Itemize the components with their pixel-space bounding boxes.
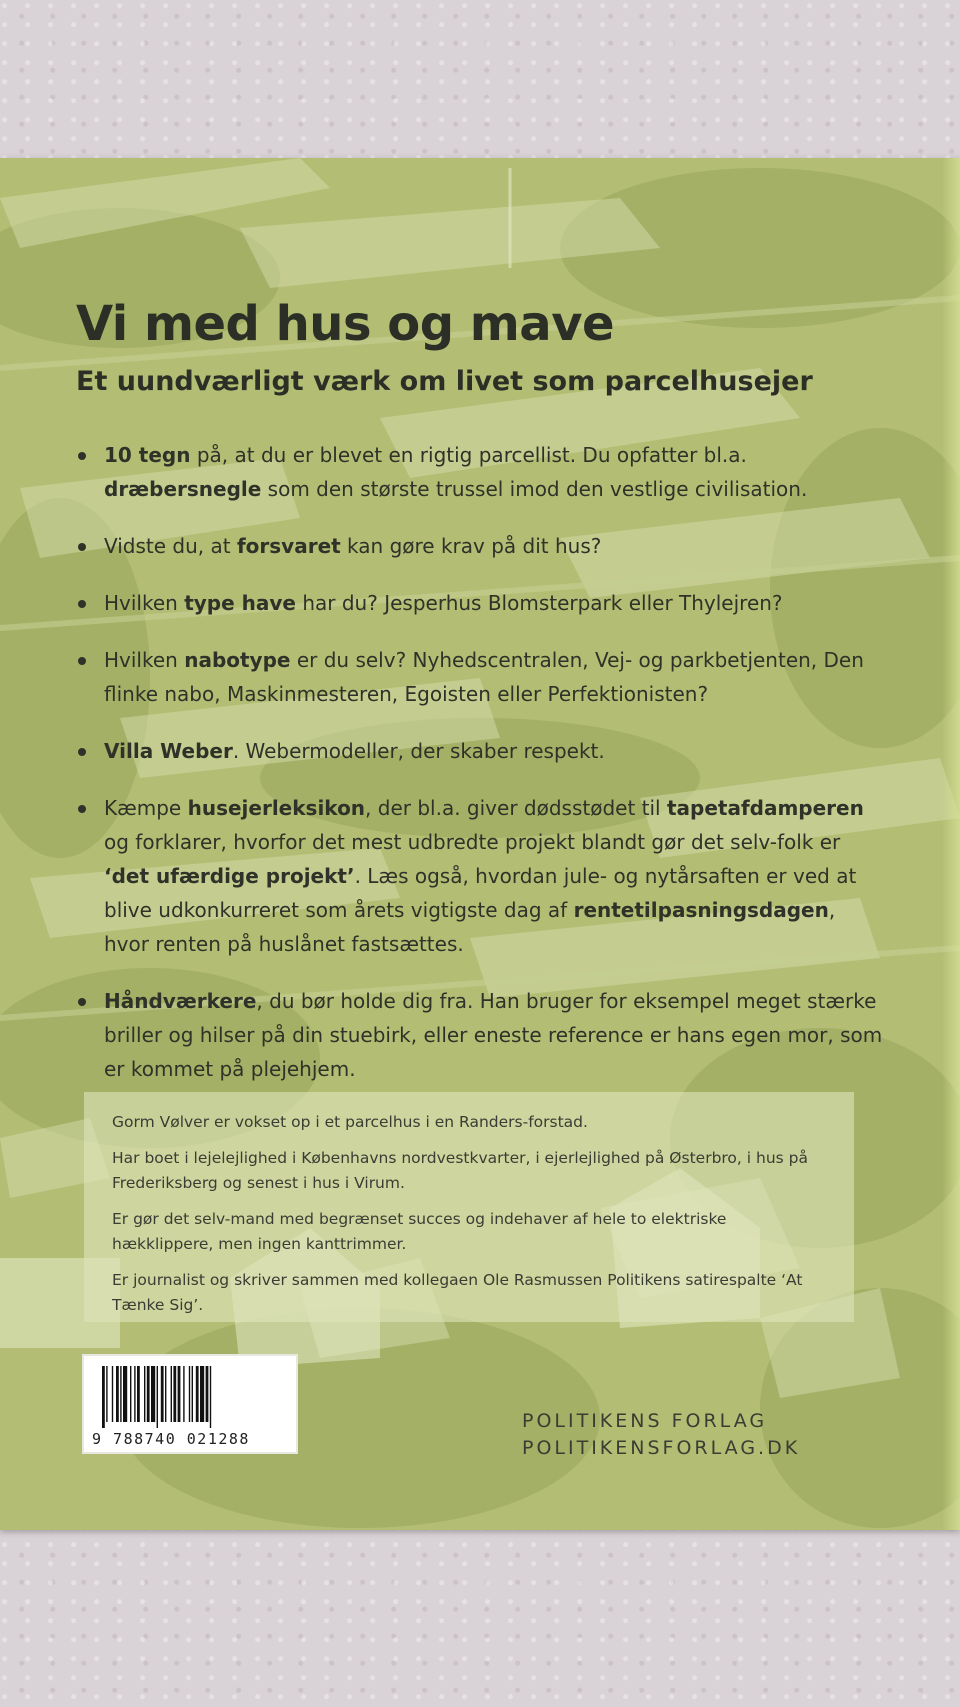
bullet-dot-icon: [78, 998, 86, 1006]
body-text: er du selv? Nyhedscentralen, Vej- og parkbetjenten, Den flinke nabo, Maskinmesteren, Egoisten eller Perfektionisten?: [104, 648, 864, 706]
highlight-text: rentetilpasningsdagen: [573, 898, 829, 922]
highlight-text: ‘det ufærdige projekt’: [104, 864, 355, 888]
body-text: Kæmpe: [104, 796, 188, 820]
feature-list-item: [76, 734, 886, 768]
book-subtitle: Et uundværligt værk om livet som parcelhusejer: [76, 366, 813, 397]
body-text: som den største trussel imod den vestlige civilisation.: [261, 477, 808, 501]
feature-list-item: [76, 984, 886, 1086]
highlight-text: dræbersnegle: [104, 477, 262, 501]
isbn-barcode: [82, 1354, 298, 1454]
feature-list-item: [76, 643, 886, 711]
feature-list-item: [76, 791, 886, 961]
author-bio-box: [84, 1092, 854, 1322]
highlight-text: husejerleksikon: [187, 796, 366, 820]
body-text: kan gøre krav på dit hus?: [340, 534, 602, 558]
publisher-url: POLITIKENSFORLAG.DK: [522, 1437, 801, 1459]
highlight-text: Håndværkere: [104, 989, 257, 1013]
book-title: Vi med hus og mave: [76, 296, 615, 352]
highlight-text: nabotype: [184, 648, 291, 672]
bio-paragraph: Er journalist og skriver sammen med kollegaen Ole Rasmussen Politikens satirespalte ‘At Tænke Sig’.: [112, 1271, 803, 1314]
body-text: Vidste du, at: [104, 534, 237, 558]
body-text: , der bl.a. giver dødsstødet til: [365, 796, 667, 820]
bio-paragraph: Gorm Vølver er vokset op i et parcelhus i en Randers-forstad.: [112, 1113, 588, 1131]
body-text: og forklarer, hvorfor det mest udbredte projekt blandt gør det selv-folk er: [104, 830, 841, 854]
highlight-text: forsvaret: [236, 534, 341, 558]
body-text: , du bør holde dig fra. Han bruger for eksempel meget stærke briller og hilser på din stuebirk, eller eneste reference er hans egen mor, som er kommet på plejehjem.: [104, 989, 883, 1081]
barcode-icon: [102, 1366, 282, 1428]
body-text: , hvor renten på huslånet fastsættes.: [104, 898, 836, 956]
feature-list-item: [76, 586, 886, 620]
body-text: har du? Jesperhus Blomsterpark eller Thylejren?: [295, 591, 783, 615]
highlight-text: tapetafdamperen: [666, 796, 864, 820]
bullet-dot-icon: [78, 543, 86, 551]
body-text: . Webermodeller, der skaber respekt.: [232, 739, 605, 763]
feature-list: [76, 438, 886, 1109]
bullet-dot-icon: [78, 748, 86, 756]
bullet-dot-icon: [78, 657, 86, 665]
highlight-text: 10 tegn: [104, 443, 191, 467]
bullet-dot-icon: [78, 452, 86, 460]
body-text: Hvilken: [104, 648, 185, 672]
publisher-block: [522, 1408, 800, 1462]
highlight-text: Villa Weber: [104, 739, 233, 763]
feature-list-item: [76, 438, 886, 506]
publisher-name: POLITIKENS FORLAG: [522, 1410, 768, 1432]
isbn-number: 9 788740 021288: [92, 1430, 250, 1448]
bullet-dot-icon: [78, 805, 86, 813]
bullet-dot-icon: [78, 600, 86, 608]
feature-list-item: [76, 529, 886, 563]
highlight-text: type have: [184, 591, 296, 615]
body-text: på, at du er blevet en rigtig parcellist. Du opfatter bl.a.: [190, 443, 747, 467]
body-text: . Læs også, hvordan jule- og nytårsaften er ved at blive udkonkurreret som årets vigtigste dag af: [104, 864, 857, 922]
bio-paragraph: Er gør det selv-mand med begrænset succes og indehaver af hele to elektriske hækklippere, men ingen kanttrimmer.: [112, 1210, 727, 1253]
bio-paragraph: Har boet i lejelejlighed i Københavns nordvestkvarter, i ejerlejlighed på Østerbro, i hus på Frederiksberg og senest i hus i Virum.: [112, 1149, 808, 1192]
book-back-cover: [0, 158, 960, 1530]
body-text: Hvilken: [104, 591, 185, 615]
